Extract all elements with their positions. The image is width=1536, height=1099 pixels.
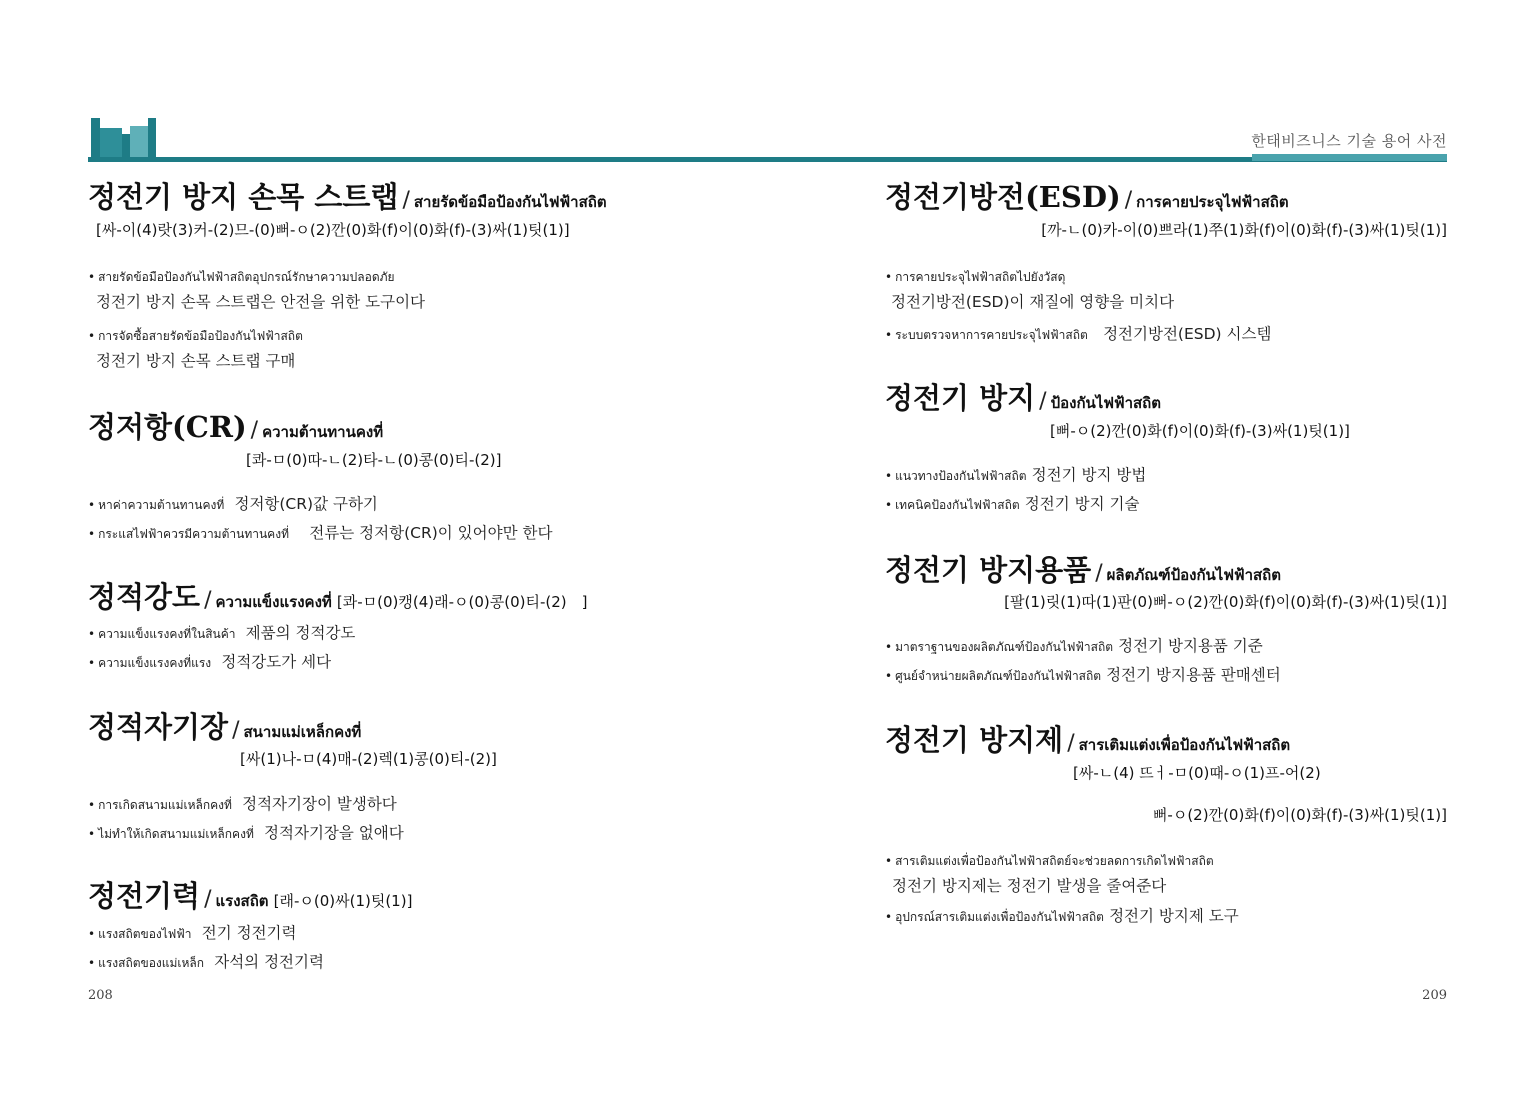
- example-item: • แรงสถิตของไฟฟ้า 전기 정전기력: [88, 924, 297, 942]
- entry-thai: ความต้านทานคงที่: [262, 423, 384, 441]
- book-title: 한태비즈니스 기술 용어 사전: [1251, 132, 1447, 150]
- page-number-left: 208: [88, 988, 113, 1003]
- example-item: • ความแข็งแรงคงที่ในสินค้า 제품의 정적강도: [88, 624, 356, 642]
- example-thai: • การจัดซื้อสายรัดข้อมือป้องกันไฟฟ้าสถิต: [88, 329, 303, 343]
- entry-term: 정적강도: [88, 580, 201, 614]
- entry: 정전기 방지용품 / ผลิตภัณฑ์ป้องกันไฟฟ้าสถิต: [885, 553, 1281, 587]
- entry-term: 정전기 방지: [885, 381, 1036, 415]
- entry-term: 정적자기장: [88, 710, 229, 744]
- entry-term: 정전기 방지제: [885, 723, 1064, 757]
- example-thai: • สายรัดข้อมือป้องกันไฟฟ้าสถิตอุปกรณ์รักษาความปลอดภัย: [88, 270, 395, 284]
- entry-pronunciation: [래-ㅇ(0)싸(1)팃(1)]: [273, 892, 413, 910]
- entry-thai: สนามแม่เหล็กคงที่: [243, 723, 362, 741]
- entry-thai: ผลิตภัณฑ์ป้องกันไฟฟ้าสถิต: [1106, 566, 1281, 584]
- entry: 정전기 방지제 / สารเติมแต่งเพื่อป้องกันไฟฟ้าสถิต: [885, 723, 1291, 757]
- entry-thai: สายรัดข้อมือป้องกันไฟฟ้าสถิต: [413, 193, 607, 211]
- example-item: • แรงสถิตของแม่เหล็ก 자석의 정전기력: [88, 953, 324, 971]
- entry-pronunciation: [팔(1)릿(1)따(1)판(0)뻐-ㅇ(2)깐(0)화(f)이(0)화(f)-(3)싸(1)팃(1)]: [1004, 593, 1447, 611]
- example-item: • ไม่ทำให้เกิดสนามแม่เหล็กคงที่ 정적자기장을 없애다: [88, 824, 404, 842]
- entry-thai: แรงสถิต: [215, 892, 269, 910]
- entry-thai: สารเติมแต่งเพื่อป้องกันไฟฟ้าสถิต: [1078, 736, 1291, 754]
- example-thai: • สารเติมแต่งเพื่อป้องกันไฟฟ้าสถิตย์จะช่วยลดการเกิดไฟฟ้าสถิต: [885, 854, 1214, 868]
- entry-term: 정전기 방지용품: [885, 553, 1092, 587]
- entry-pronunciation-cont: 뻐-ㅇ(2)깐(0)화(f)이(0)화(f)-(3)싸(1)팃(1)]: [1152, 806, 1447, 824]
- entry-pronunciation: [싸(1)나-ㅁ(4)매-(2)렉(1)콩(0)티-(2)]: [240, 750, 497, 768]
- entry-pronunciation: [싸-이(4)랏(3)커-(2)므-(0)뻐-ㅇ(2)깐(0)화(f)이(0)화(f)-(3)싸(1)팃(1)]: [96, 221, 570, 239]
- entry: 정적강도 / ความแข็งแรงคงที่ [콰-ㅁ(0)캥(4)래-ㅇ(0)콩(0)티-(2) ]: [88, 580, 588, 614]
- entry-term: 정저항(CR): [88, 410, 247, 444]
- example-item: • ความแข็งแรงคงที่แรง 정적강도가 세다: [88, 653, 332, 671]
- example-thai: • การคายประจุไฟฟ้าสถิตไปยังวัสดุ: [885, 270, 1066, 284]
- example-item: • อุปกรณ์สารเติมแต่งเพื่อป้องกันไฟฟ้าสถิต 정전기 방지제 도구: [885, 907, 1239, 925]
- entry-term: 정전기방전(ESD): [885, 180, 1121, 214]
- example-item: • แนวทางป้องกันไฟฟ้าสถิต 정전기 방지 방법: [885, 466, 1147, 484]
- example-item: • การเกิดสนามแม่เหล็กคงที่ 정적자기장이 발생하다: [88, 795, 397, 813]
- entry-pronunciation: [콰-ㅁ(0)따-ㄴ(2)타-ㄴ(0)콩(0)티-(2)]: [246, 451, 502, 469]
- example-korean: 정전기 방지 손목 스트랩은 안전을 위한 도구이다: [96, 293, 426, 311]
- header-logo: [88, 118, 160, 160]
- entry: 정전기방전(ESD) / การคายประจุไฟฟ้าสถิต: [885, 180, 1289, 214]
- example-korean: 정전기방전(ESD)이 재질에 영향을 미치다: [891, 293, 1175, 311]
- example-item: • มาตราฐานของผลิตภัณฑ์ป้องกันไฟฟ้าสถิต 정전기 방지용품 기준: [885, 637, 1263, 655]
- example-item: • กระแสไฟฟ้าควรมีความต้านทานคงที่ 전류는 정저항(CR)이 있어야만 한다: [88, 524, 553, 542]
- entry: 정전기 방지 / ป้องกันไฟฟ้าสถิต: [885, 381, 1161, 415]
- header-rule: [88, 157, 1447, 162]
- example-korean: 정전기 방지 손목 스트랩 구매: [96, 352, 296, 370]
- example-item: • เทคนิคป้องกันไฟฟ้าสถิต 정전기 방지 기술: [885, 495, 1140, 513]
- entry: 정전기 방지 손목 스트랩 / สายรัดข้อมือป้องกันไฟฟ้าสถิต: [88, 180, 607, 214]
- entry-term: 정전기 방지 손목 스트랩: [88, 180, 399, 214]
- example-item: • หาค่าความต้านทานคงที่ 정저항(CR)값 구하기: [88, 495, 378, 513]
- entry-pronunciation: [까-ㄴ(0)카-이(0)쁘라(1)쭈(1)화(f)이(0)화(f)-(3)싸(1)팃(1)]: [1041, 221, 1447, 239]
- entry-thai: ความแข็งแรงคงที่: [215, 593, 332, 611]
- page-number-right: 209: [1422, 988, 1447, 1003]
- entry-thai: ป้องกันไฟฟ้าสถิต: [1050, 394, 1161, 412]
- entry-pronunciation: [콰-ㅁ(0)캥(4)래-ㅇ(0)콩(0)티-(2) ]: [336, 593, 588, 611]
- entry-pronunciation: [뻐-ㅇ(2)깐(0)화(f)이(0)화(f)-(3)싸(1)팃(1)]: [1050, 422, 1350, 440]
- entry-pronunciation: [싸-ㄴ(4) 뜨ㅓ-ㅁ(0)때-ㅇ(1)프-어(2): [1073, 764, 1321, 782]
- header-tab: [1252, 154, 1447, 161]
- entry: 정적자기장 / สนามแม่เหล็กคงที่: [88, 710, 362, 744]
- entry-thai: การคายประจุไฟฟ้าสถิต: [1136, 193, 1289, 211]
- example-korean: 정전기 방지제는 정전기 발생을 줄여준다: [892, 877, 1167, 895]
- entry: 정전기력 / แรงสถิต [래-ㅇ(0)싸(1)팃(1)]: [88, 879, 413, 913]
- example-item: • ศูนย์จำหน่ายผลิตภัณฑ์ป้องกันไฟฟ้าสถิต 정전기 방지용품 판매센터: [885, 666, 1281, 684]
- entry-term: 정전기력: [88, 879, 201, 913]
- example-item: • ระบบตรวจหาการคายประจุไฟฟ้าสถิต 정전기방전(ESD) 시스템: [885, 325, 1272, 343]
- entry: 정저항(CR) / ความต้านทานคงที่: [88, 410, 384, 444]
